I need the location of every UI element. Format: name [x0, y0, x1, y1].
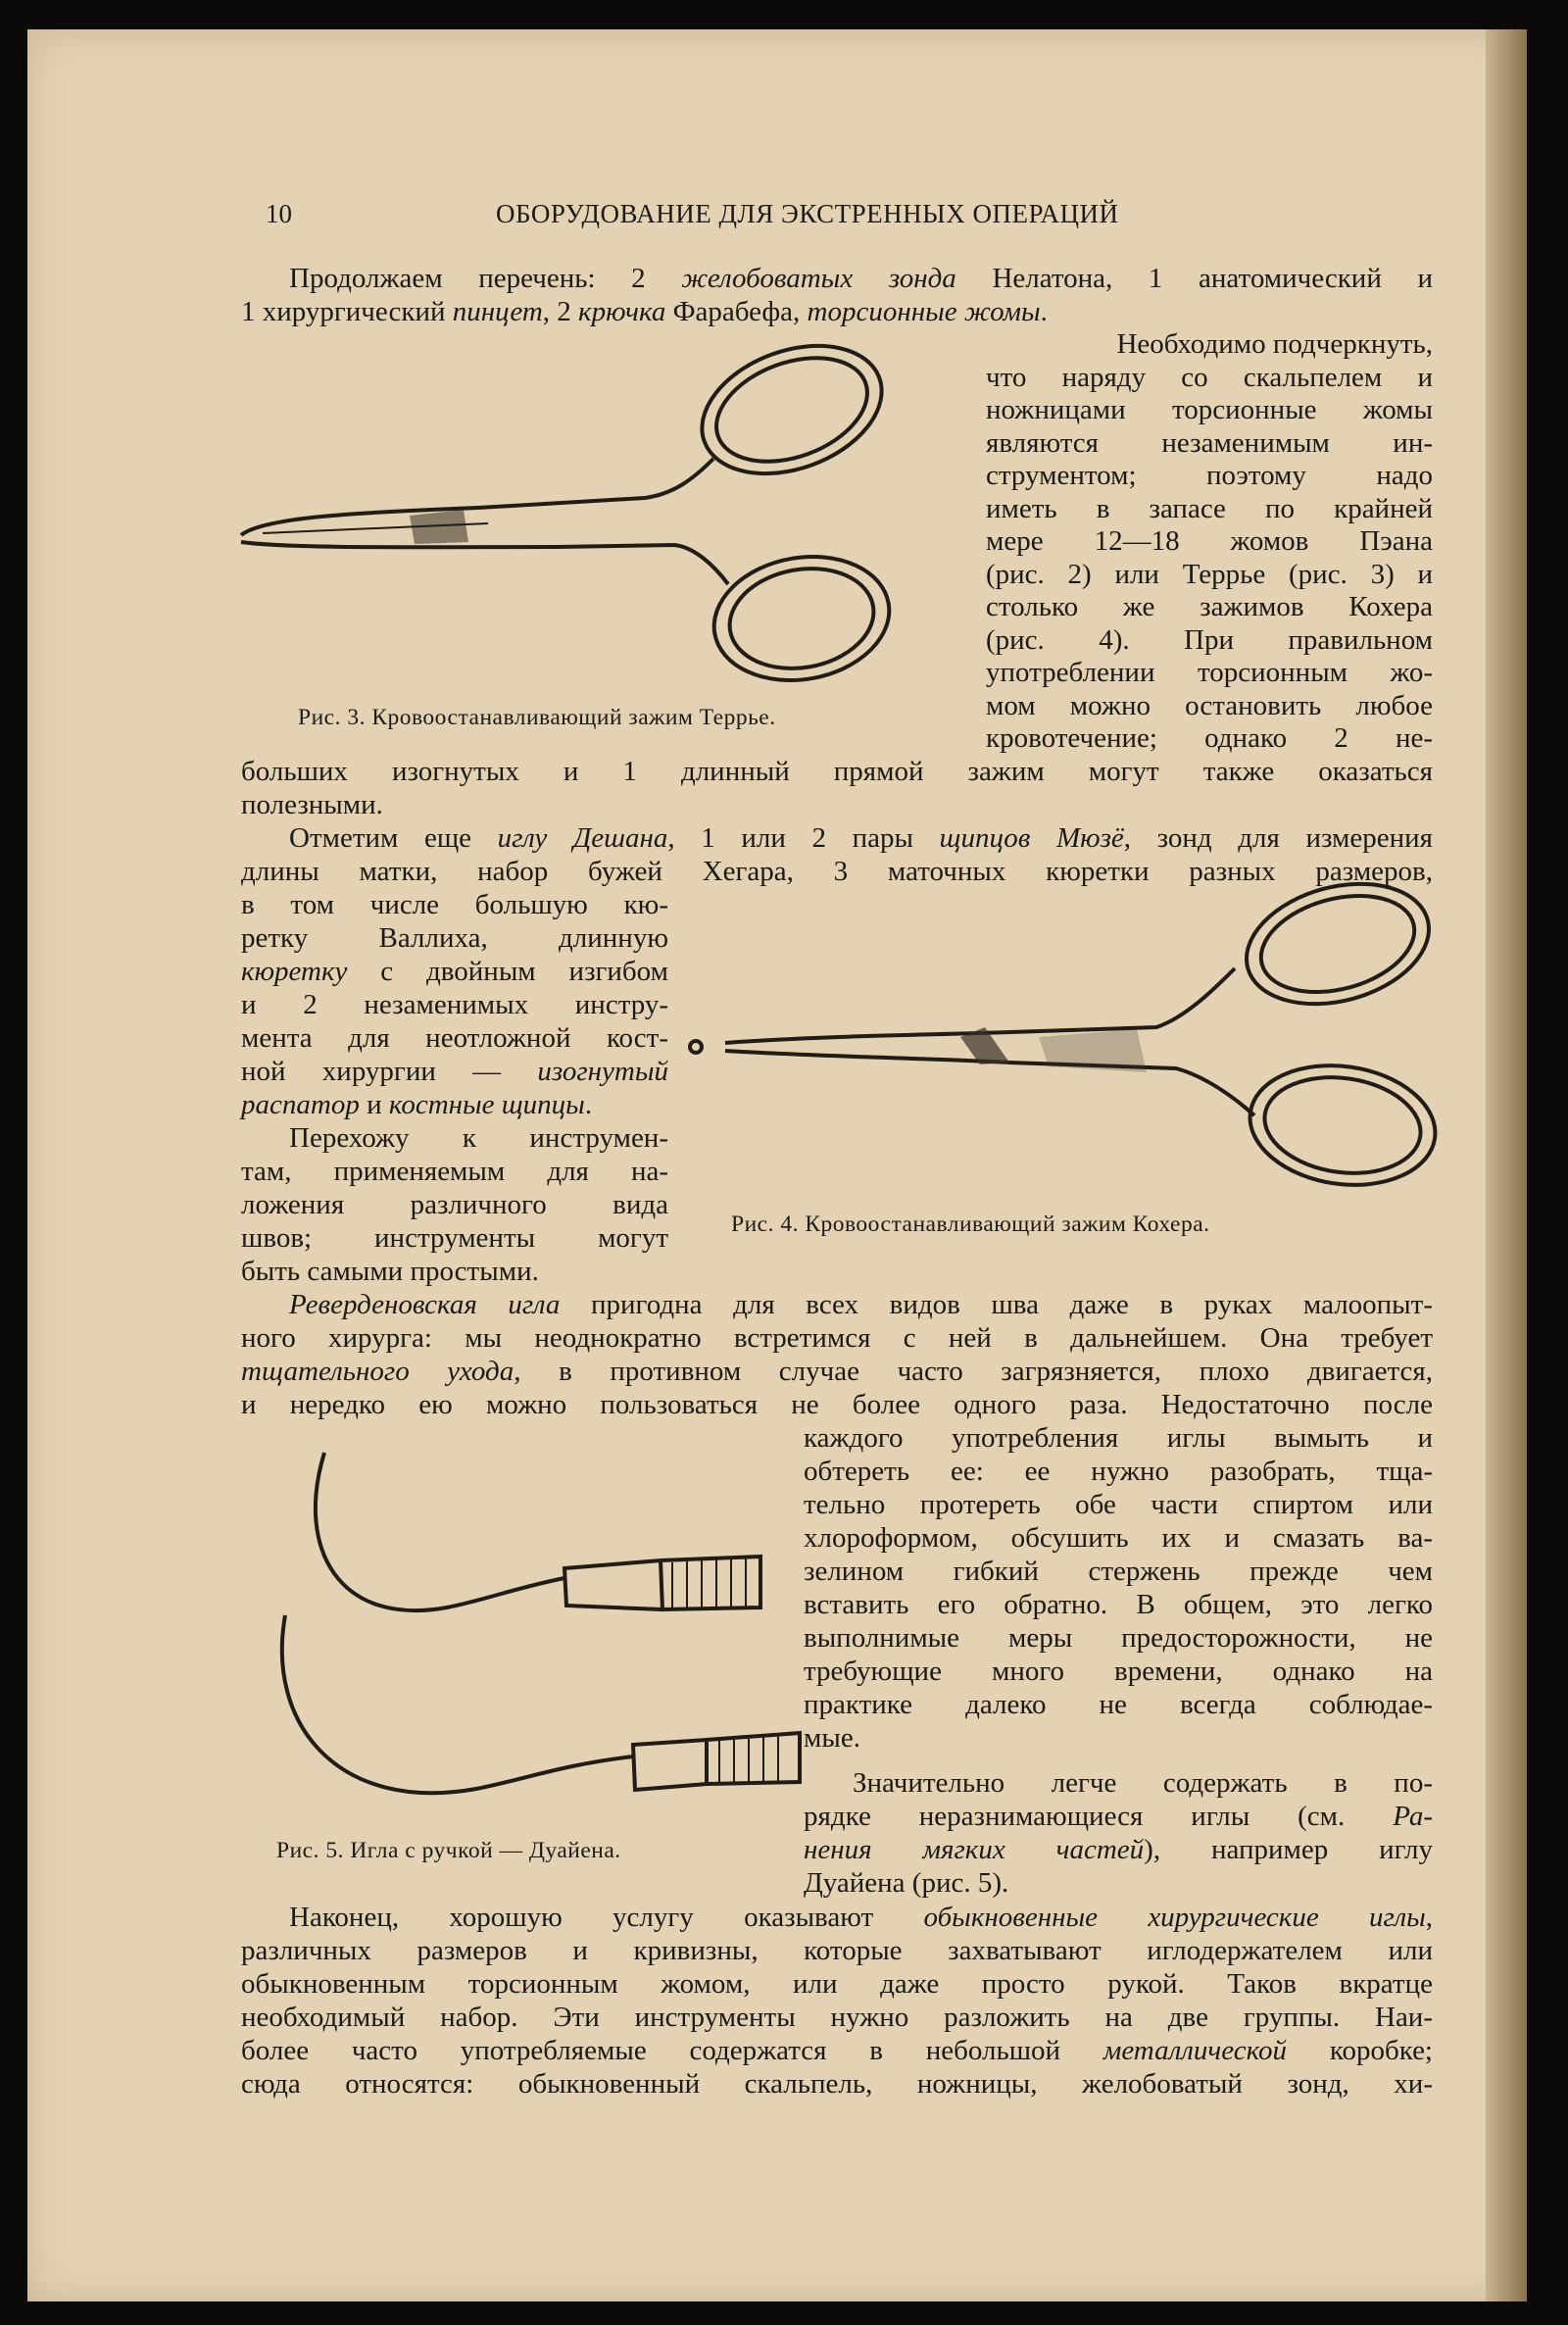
para7-line5: более часто употребляемые содержатся в небольшой металлической коробке; [241, 2035, 1433, 2066]
para7-line3: обыкновенным торсионным жомом, или даже просто рукой. Таков вкратце [241, 1968, 1433, 2000]
para3-left-line6: ной хирургии — изогнутый [241, 1056, 668, 1087]
para1-line2: 1 хирургический пинцет, 2 крючка Фарабефа, торсионные жомы. [241, 296, 1048, 327]
book-page [27, 29, 1527, 2301]
para2-line: употреблении торсионным жо- [986, 657, 1433, 688]
para3-left-line2: ретку Валлиха, длинную [241, 922, 668, 954]
para4-line2: там, применяемым для на- [241, 1156, 668, 1187]
para6-line2: рядке неразнимающиеся иглы (см. Ра- [804, 1801, 1433, 1832]
para5-right-line: требующие много времени, однако на [804, 1656, 1433, 1687]
para5-right-line: практике далеко не всегда соблюдае- [804, 1689, 1433, 1720]
para1-line1: Продолжаем перечень: 2 желобоватых зонда Нелатона, 1 анатомический и [289, 263, 1433, 294]
para2-line: (рис. 2) или Террье (рис. 3) и [986, 558, 1433, 590]
para5-right-line: вставить его обратно. В общем, это легко [804, 1589, 1433, 1620]
para2-line: мом можно остановить любое [986, 689, 1433, 721]
para7-line6: сюда относятся: обыкновенный скальпель, ножницы, желобоватый зонд, хи- [241, 2068, 1433, 2100]
page-number: 10 [266, 199, 292, 228]
para2-line: что наряду со скальпелем и [986, 361, 1433, 393]
para5-right-line: зелином гибкий стержень прежде чем [804, 1556, 1433, 1587]
para7-line4: необходимый набор. Эти инструменты нужно разложить на две группы. Наи- [241, 2002, 1433, 2033]
para2-line: струментом; поэтому надо [986, 460, 1433, 491]
para2-line: ножницами торсионные жомы [986, 394, 1433, 425]
para2-line: мере 12—18 жомов Пэана [986, 525, 1433, 557]
para2-line: кровотечение; однако 2 не- [986, 722, 1433, 754]
figure-3-caption: Рис. 3. Кровоостанавливающий зажим Террье. [298, 705, 776, 730]
book-spine-edge [1486, 29, 1527, 2301]
para6-line1: Значительно легче содержать в по- [853, 1767, 1433, 1799]
para5-line1: Реверденовская игла пригодна для всех видов шва даже в руках малоопыт- [289, 1289, 1433, 1320]
para5-right-line: выполнимые меры предосторожности, не [804, 1622, 1433, 1654]
para5-line3: тщательного ухода, в противном случае часто загрязняется, плохо двигается, [241, 1356, 1433, 1387]
running-header-title: ОБОРУДОВАНИЕ ДЛЯ ЭКСТРЕННЫХ ОПЕРАЦИЙ [496, 199, 1119, 228]
para5-right-line: тельно протереть обе части спиртом или [804, 1489, 1433, 1520]
para2-line: столько же зажимов Кохера [986, 591, 1433, 622]
figure-5-caption: Рис. 5. Игла с ручкой — Дуайена. [276, 1838, 621, 1863]
figure-4-caption: Рис. 4. Кровоостанавливающий зажим Кохера. [731, 1212, 1210, 1237]
para3-left-line5: мента для неотложной кост- [241, 1022, 668, 1054]
para6-line3: нения мягких частей), например иглу [804, 1834, 1434, 1865]
figure-4-kocher-clamp [686, 880, 1450, 1204]
para5-line4: и нередко ею можно пользоваться не более одного раза. Недостаточно после [241, 1389, 1433, 1420]
para3-line2: длины матки, набор бужей Хегара, 3 маточных кюретки разных размеров, [241, 856, 1433, 887]
para5-right-line: каждого употребления иглы вымыть и [804, 1422, 1433, 1454]
para3-left-line1: в том числе большую кю- [241, 889, 668, 920]
para2-line: Необходимо подчеркнуть, [1116, 328, 1433, 360]
para5-right-line: обтереть ее: ее нужно разобрать, тща- [804, 1456, 1433, 1487]
para6-line4: Дуайена (рис. 5). [804, 1867, 1009, 1899]
para3-left-line3: кюретку с двойным изгибом [241, 956, 668, 987]
para2-full-line1: больших изогнутых и 1 длинный прямой зажим могут также оказаться [241, 756, 1433, 787]
para2-line: являются незаменимым ин- [986, 426, 1433, 459]
para4-line3: ложения различного вида [241, 1189, 668, 1220]
para3-line1: Отметим еще иглу Дешана, 1 или 2 пары щипцов Мюзё, зонд для измерения [289, 822, 1433, 854]
para3-left-line4: и 2 незаменимых инстру- [241, 989, 668, 1020]
para2-full-line2: полезными. [241, 789, 383, 820]
para2-line: (рис. 4). При правильном [986, 623, 1433, 656]
para4-line4: швов; инструменты могут [241, 1222, 668, 1254]
para3-left-line7: распатор и костные щипцы. [241, 1089, 593, 1120]
figure-5-doyen-needle [251, 1441, 800, 1833]
para5-right-line: мые. [804, 1722, 860, 1754]
para4-line1: Перехожу к инструмен- [289, 1122, 668, 1154]
para2-line: иметь в запасе по крайней [986, 492, 1433, 524]
para4-line5: быть самыми простыми. [241, 1256, 539, 1287]
para5-right-line: хлороформом, обсушить их и смазать ва- [804, 1522, 1433, 1554]
para5-line2: ного хирурга: мы неоднократно встретимся с ней в дальнейшем. Она требует [241, 1322, 1433, 1354]
para7-line2: различных размеров и кривизны, которые захватывают иглодержателем или [241, 1935, 1433, 1966]
figure-3-terrier-clamp [233, 341, 919, 689]
para7-line1: Наконец, хорошую услугу оказывают обыкновенные хирургические иглы, [289, 1902, 1433, 1933]
